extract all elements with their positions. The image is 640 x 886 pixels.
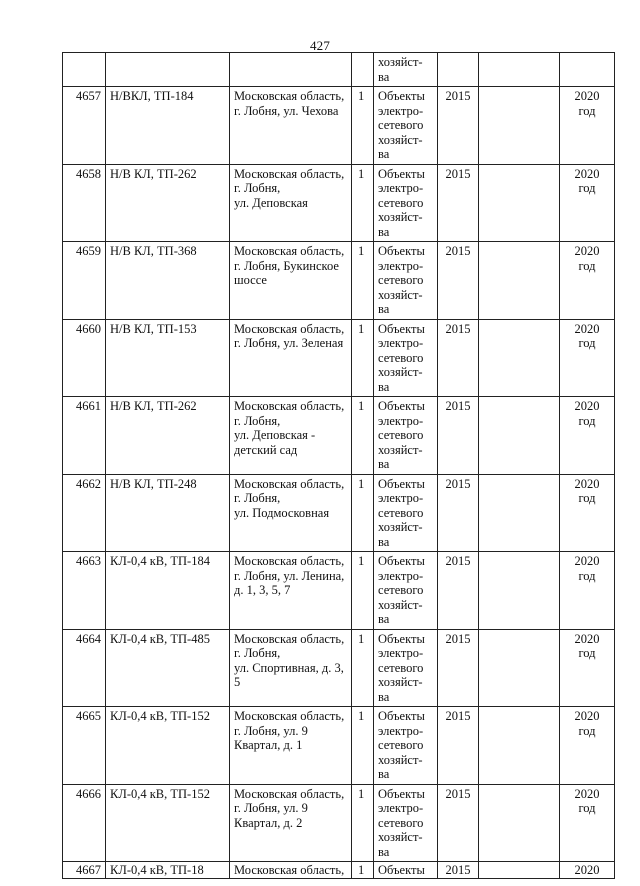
empty-cell bbox=[479, 784, 560, 862]
term-cell: 2020 bbox=[560, 862, 615, 879]
object-name-cell: КЛ-0,4 кВ, ТП-152 bbox=[106, 707, 230, 785]
object-name-cell: КЛ-0,4 кВ, ТП-152 bbox=[106, 784, 230, 862]
row-number-cell: 4657 bbox=[63, 87, 106, 165]
object-type-cell: Объекты электро- сетевого хозяйст- ва bbox=[374, 319, 438, 397]
quantity-cell: 1 bbox=[352, 629, 374, 707]
quantity-cell: 1 bbox=[352, 707, 374, 785]
table-cell bbox=[63, 53, 106, 87]
term-cell: 2020 год bbox=[560, 707, 615, 785]
row-number-cell: 4659 bbox=[63, 242, 106, 320]
quantity-cell: 1 bbox=[352, 164, 374, 242]
continuation-row bbox=[63, 53, 615, 87]
empty-cell bbox=[479, 629, 560, 707]
year-cell: 2015 bbox=[438, 862, 479, 879]
empty-cell bbox=[479, 242, 560, 320]
address-cell: Московская область, г. Лобня, ул. Ленина, д. 1, 3, 5, 7 bbox=[230, 552, 352, 630]
term-cell: 2020 год bbox=[560, 552, 615, 630]
table-cell bbox=[230, 53, 352, 87]
object-name-cell: Н/В КЛ, ТП-262 bbox=[106, 397, 230, 475]
year-cell: 2015 bbox=[438, 474, 479, 552]
object-name-cell: Н/В КЛ, ТП-368 bbox=[106, 242, 230, 320]
address-cell: Московская область, г. Лобня, ул. Деповская - детский сад bbox=[230, 397, 352, 475]
address-cell: Московская область, г. Лобня, ул. 9 Квартал, д. 1 bbox=[230, 707, 352, 785]
year-cell: 2015 bbox=[438, 397, 479, 475]
row-number-cell: 4664 bbox=[63, 629, 106, 707]
table-cell bbox=[106, 53, 230, 87]
table-row bbox=[63, 552, 615, 630]
address-cell: Московская область, г. Лобня, Букинское шоссе bbox=[230, 242, 352, 320]
empty-cell bbox=[479, 707, 560, 785]
object-name-cell: Н/В КЛ, ТП-248 bbox=[106, 474, 230, 552]
object-type-cell: Объекты электро- сетевого хозяйст- ва bbox=[374, 87, 438, 165]
table-row bbox=[63, 474, 615, 552]
object-name-cell: КЛ-0,4 кВ, ТП-184 bbox=[106, 552, 230, 630]
table-row bbox=[63, 87, 615, 165]
empty-cell bbox=[479, 552, 560, 630]
table-row bbox=[63, 784, 615, 862]
table-cell bbox=[438, 53, 479, 87]
table-row bbox=[63, 242, 615, 320]
year-cell: 2015 bbox=[438, 319, 479, 397]
object-name-cell: Н/В КЛ, ТП-262 bbox=[106, 164, 230, 242]
term-cell: 2020 год bbox=[560, 87, 615, 165]
term-cell: 2020 год bbox=[560, 242, 615, 320]
quantity-cell: 1 bbox=[352, 242, 374, 320]
year-cell: 2015 bbox=[438, 87, 479, 165]
table-cell bbox=[560, 53, 615, 87]
term-cell: 2020 год bbox=[560, 784, 615, 862]
registry-table bbox=[62, 52, 615, 879]
address-cell: Московская область, г. Лобня, ул. Подмосковная bbox=[230, 474, 352, 552]
year-cell: 2015 bbox=[438, 629, 479, 707]
object-type-cell: Объекты электро- сетевого хозяйст- ва bbox=[374, 784, 438, 862]
quantity-cell: 1 bbox=[352, 319, 374, 397]
empty-cell bbox=[479, 474, 560, 552]
object-type-cell: Объекты электро- сетевого хозяйст- ва bbox=[374, 397, 438, 475]
year-cell: 2015 bbox=[438, 552, 479, 630]
quantity-cell: 1 bbox=[352, 397, 374, 475]
table-row bbox=[63, 319, 615, 397]
table-row bbox=[63, 164, 615, 242]
year-cell: 2015 bbox=[438, 784, 479, 862]
table-row bbox=[63, 397, 615, 475]
table-row-partial bbox=[63, 862, 615, 879]
row-number-cell: 4663 bbox=[63, 552, 106, 630]
term-cell: 2020 год bbox=[560, 319, 615, 397]
quantity-cell: 1 bbox=[352, 474, 374, 552]
object-type-cell: Объекты электро- сетевого хозяйст- ва bbox=[374, 474, 438, 552]
object-type-cell: Объекты электро- сетевого хозяйст- ва bbox=[374, 629, 438, 707]
row-number-cell: 4661 bbox=[63, 397, 106, 475]
address-cell: Московская область, bbox=[230, 862, 352, 879]
year-cell: 2015 bbox=[438, 707, 479, 785]
object-type-cell: Объекты bbox=[374, 862, 438, 879]
quantity-cell: 1 bbox=[352, 862, 374, 879]
address-cell: Московская область, г. Лобня, ул. Чехова bbox=[230, 87, 352, 165]
address-cell: Московская область, г. Лобня, ул. Спортивная, д. 3, 5 bbox=[230, 629, 352, 707]
object-type-cell: Объекты электро- сетевого хозяйст- ва bbox=[374, 707, 438, 785]
term-cell: 2020 год bbox=[560, 474, 615, 552]
row-number-cell: 4660 bbox=[63, 319, 106, 397]
empty-cell bbox=[479, 87, 560, 165]
empty-cell bbox=[479, 397, 560, 475]
object-name-cell: Н/В КЛ, ТП-153 bbox=[106, 319, 230, 397]
quantity-cell: 1 bbox=[352, 784, 374, 862]
object-type-cell: Объекты электро- сетевого хозяйст- ва bbox=[374, 242, 438, 320]
object-type-cell: Объекты электро- сетевого хозяйст- ва bbox=[374, 552, 438, 630]
table-row bbox=[63, 629, 615, 707]
table-cell bbox=[352, 53, 374, 87]
address-cell: Московская область, г. Лобня, ул. 9 Квартал, д. 2 bbox=[230, 784, 352, 862]
empty-cell bbox=[479, 862, 560, 879]
term-cell: 2020 год bbox=[560, 629, 615, 707]
object-name-cell: Н/ВКЛ, ТП-184 bbox=[106, 87, 230, 165]
quantity-cell: 1 bbox=[352, 552, 374, 630]
object-type-cell: хозяйст- ва bbox=[374, 53, 438, 87]
row-number-cell: 4658 bbox=[63, 164, 106, 242]
row-number-cell: 4666 bbox=[63, 784, 106, 862]
object-name-cell: КЛ-0,4 кВ, ТП-18 bbox=[106, 862, 230, 879]
row-number-cell: 4662 bbox=[63, 474, 106, 552]
row-number-cell: 4667 bbox=[63, 862, 106, 879]
table-row bbox=[63, 707, 615, 785]
empty-cell bbox=[479, 164, 560, 242]
page-number: 427 bbox=[309, 38, 331, 53]
row-number-cell: 4665 bbox=[63, 707, 106, 785]
table-cell bbox=[479, 53, 560, 87]
year-cell: 2015 bbox=[438, 242, 479, 320]
address-cell: Московская область, г. Лобня, ул. Деповская bbox=[230, 164, 352, 242]
object-name-cell: КЛ-0,4 кВ, ТП-485 bbox=[106, 629, 230, 707]
year-cell: 2015 bbox=[438, 164, 479, 242]
empty-cell bbox=[479, 319, 560, 397]
term-cell: 2020 год bbox=[560, 397, 615, 475]
address-cell: Московская область, г. Лобня, ул. Зеленая bbox=[230, 319, 352, 397]
object-type-cell: Объекты электро- сетевого хозяйст- ва bbox=[374, 164, 438, 242]
quantity-cell: 1 bbox=[352, 87, 374, 165]
term-cell: 2020 год bbox=[560, 164, 615, 242]
